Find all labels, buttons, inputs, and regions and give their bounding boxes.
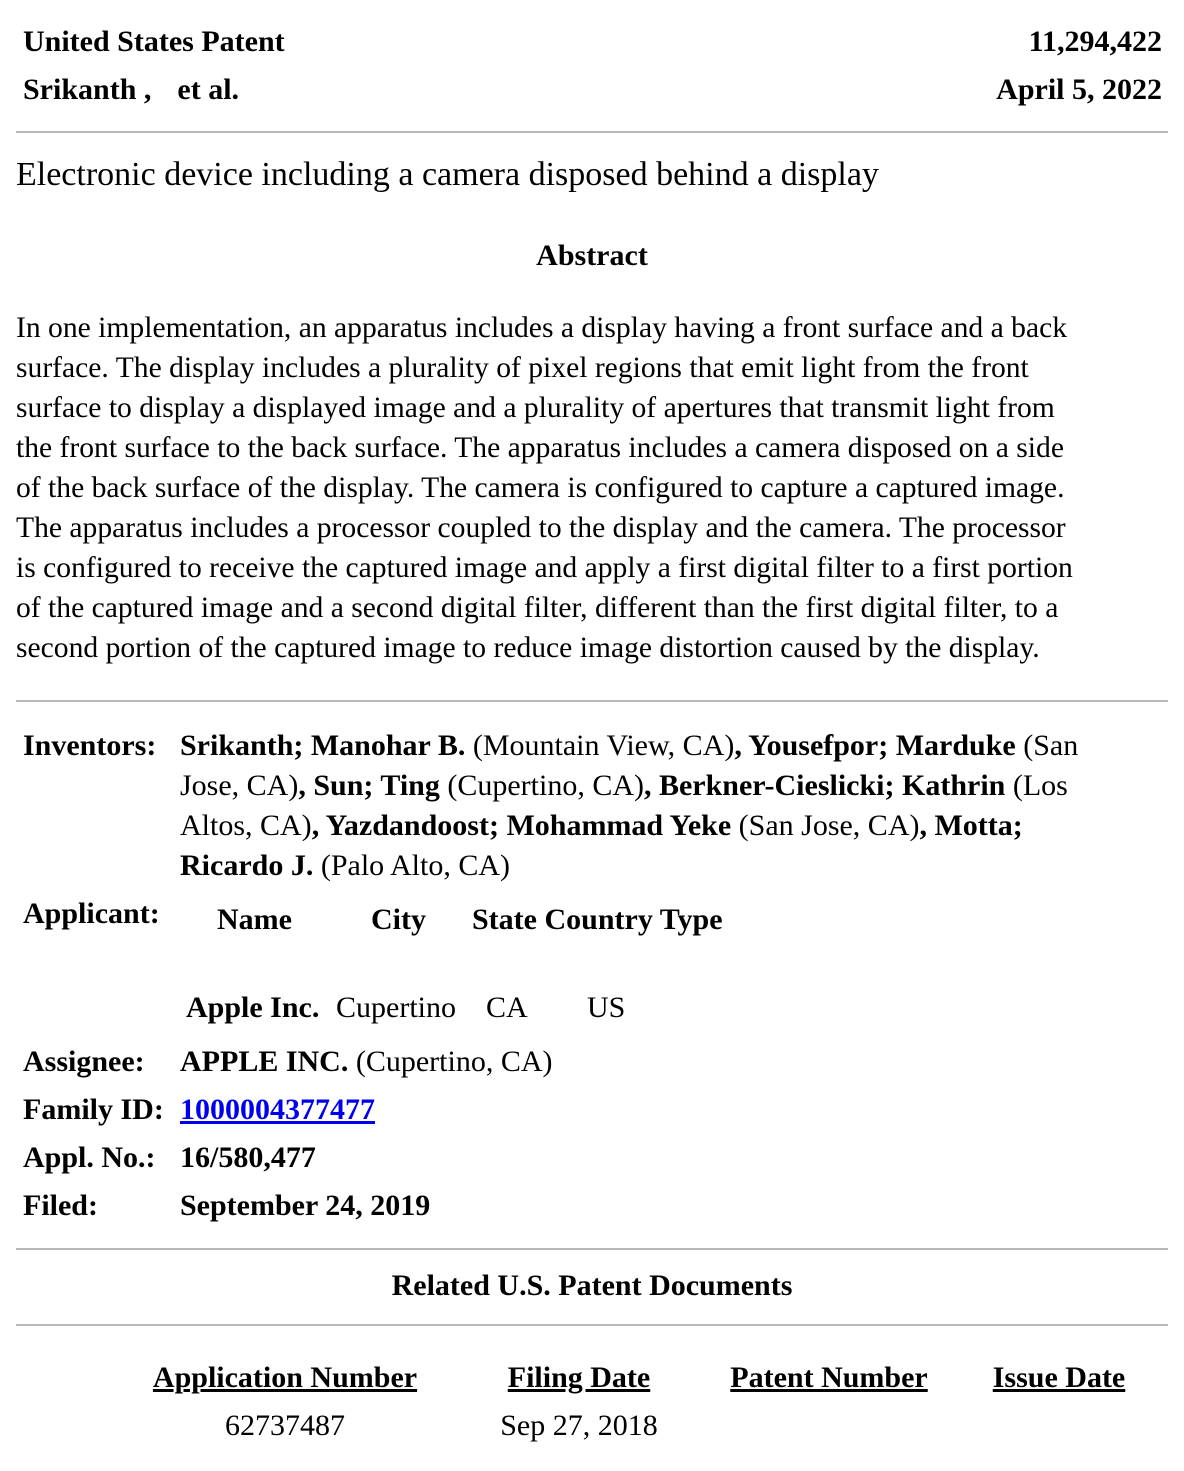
related-application-number: 62737487 — [225, 1409, 345, 1442]
patent-date: April 5, 2022 — [996, 73, 1162, 106]
inventor-location: (San — [1015, 729, 1079, 762]
filed-value: September 24, 2019 — [180, 1189, 431, 1222]
applicant-label: Applicant: — [23, 897, 160, 930]
family-id-link[interactable]: 1000004377477 — [180, 1093, 375, 1126]
inventors-line — [180, 766, 1170, 806]
divider — [16, 1248, 1168, 1250]
col-issue-date: Issue Date — [992, 1361, 1126, 1394]
inventor-short — [23, 72, 239, 108]
abstract-text — [16, 308, 1168, 668]
abstract-line: second portion of the captured image to reduce image distortion caused by the display. — [16, 632, 1040, 664]
inventor-location: Jose, CA) — [180, 769, 299, 802]
et-al: et al. — [177, 73, 240, 106]
assignee-value — [180, 1042, 552, 1082]
assignee-name: APPLE INC. — [180, 1045, 349, 1078]
family-id-value — [180, 1090, 375, 1130]
family-id-label: Family ID: — [23, 1093, 164, 1126]
appl-no-label: Appl. No.: — [23, 1141, 156, 1174]
inventor-location: (San Jose, CA) — [731, 809, 920, 842]
appl-no-value: 16/580,477 — [180, 1141, 316, 1174]
patent-title: Electronic device including a camera disposed behind a display — [16, 156, 879, 193]
abstract-line: is configured to receive the captured image and apply a first digital filter to a first portion — [16, 552, 1073, 584]
applicant-col-name: Name — [217, 903, 292, 936]
abstract-line: the front surface to the back surface. The apparatus includes a camera disposed on a side — [16, 432, 1064, 464]
inventor-location: (Palo Alto, CA) — [313, 849, 510, 882]
inventor-name: , Berkner-Cieslicki; Kathrin — [643, 769, 1006, 802]
abstract-line: In one implementation, an apparatus includes a display having a front surface and a back — [16, 312, 1068, 344]
related-docs-heading: Related U.S. Patent Documents — [391, 1269, 793, 1302]
abstract-line: of the back surface of the display. The camera is configured to capture a captured image. — [16, 472, 1065, 504]
applicant-state: CA — [486, 991, 528, 1024]
inventors-line — [180, 846, 1170, 886]
inventor-name: Srikanth; Manohar B. — [180, 729, 466, 762]
abstract-heading: Abstract — [536, 239, 648, 272]
applicant-country: US — [587, 991, 626, 1024]
inventor-location: (Mountain View, CA) — [465, 729, 735, 762]
patent-office: United States Patent — [23, 25, 285, 58]
inventor-name: , Yazdandoost; Mohammad Yeke — [311, 809, 732, 842]
abstract-line: The apparatus includes a processor coupled to the display and the camera. The processor — [16, 512, 1066, 544]
inventors-line — [180, 726, 1170, 766]
applicant-name: Apple Inc. — [186, 991, 320, 1024]
inventors-label: Inventors: — [23, 729, 157, 762]
inventors-list — [180, 726, 1170, 886]
inventor-name: Ricardo J. — [180, 849, 314, 882]
abstract-line: of the captured image and a second digital filter, different than the first digital filter, to a — [16, 592, 1059, 624]
assignee-label: Assignee: — [23, 1045, 145, 1078]
col-patent-number: Patent Number — [730, 1361, 928, 1394]
inventor-short-name: Srikanth , — [23, 73, 152, 106]
applicant-col-state-country-type: State Country Type — [472, 903, 723, 936]
inventor-name: , Yousefpor; Marduke — [734, 729, 1016, 762]
inventors-line — [180, 806, 1170, 846]
inventor-name: , Sun; Ting — [298, 769, 440, 802]
col-filing-date: Filing Date — [507, 1361, 651, 1394]
patent-number: 11,294,422 — [1028, 25, 1162, 58]
divider — [16, 700, 1168, 702]
divider — [16, 131, 1168, 133]
inventor-location: Altos, CA) — [180, 809, 312, 842]
inventor-location: (Los — [1005, 769, 1068, 802]
col-application-number: Application Number — [152, 1361, 418, 1394]
abstract-line: surface to display a displayed image and a plurality of apertures that transmit light from — [16, 392, 1055, 424]
applicant-city: Cupertino — [336, 991, 456, 1024]
filed-label: Filed: — [23, 1189, 98, 1222]
divider — [16, 1324, 1168, 1326]
inventor-location: (Cupertino, CA) — [439, 769, 644, 802]
applicant-col-city: City — [371, 903, 426, 936]
related-filing-date: Sep 27, 2018 — [500, 1409, 658, 1442]
inventor-name: , Motta; — [919, 809, 1023, 842]
assignee-location: (Cupertino, CA) — [348, 1045, 553, 1078]
abstract-line: surface. The display includes a plurality of pixel regions that emit light from the front — [16, 352, 1029, 384]
